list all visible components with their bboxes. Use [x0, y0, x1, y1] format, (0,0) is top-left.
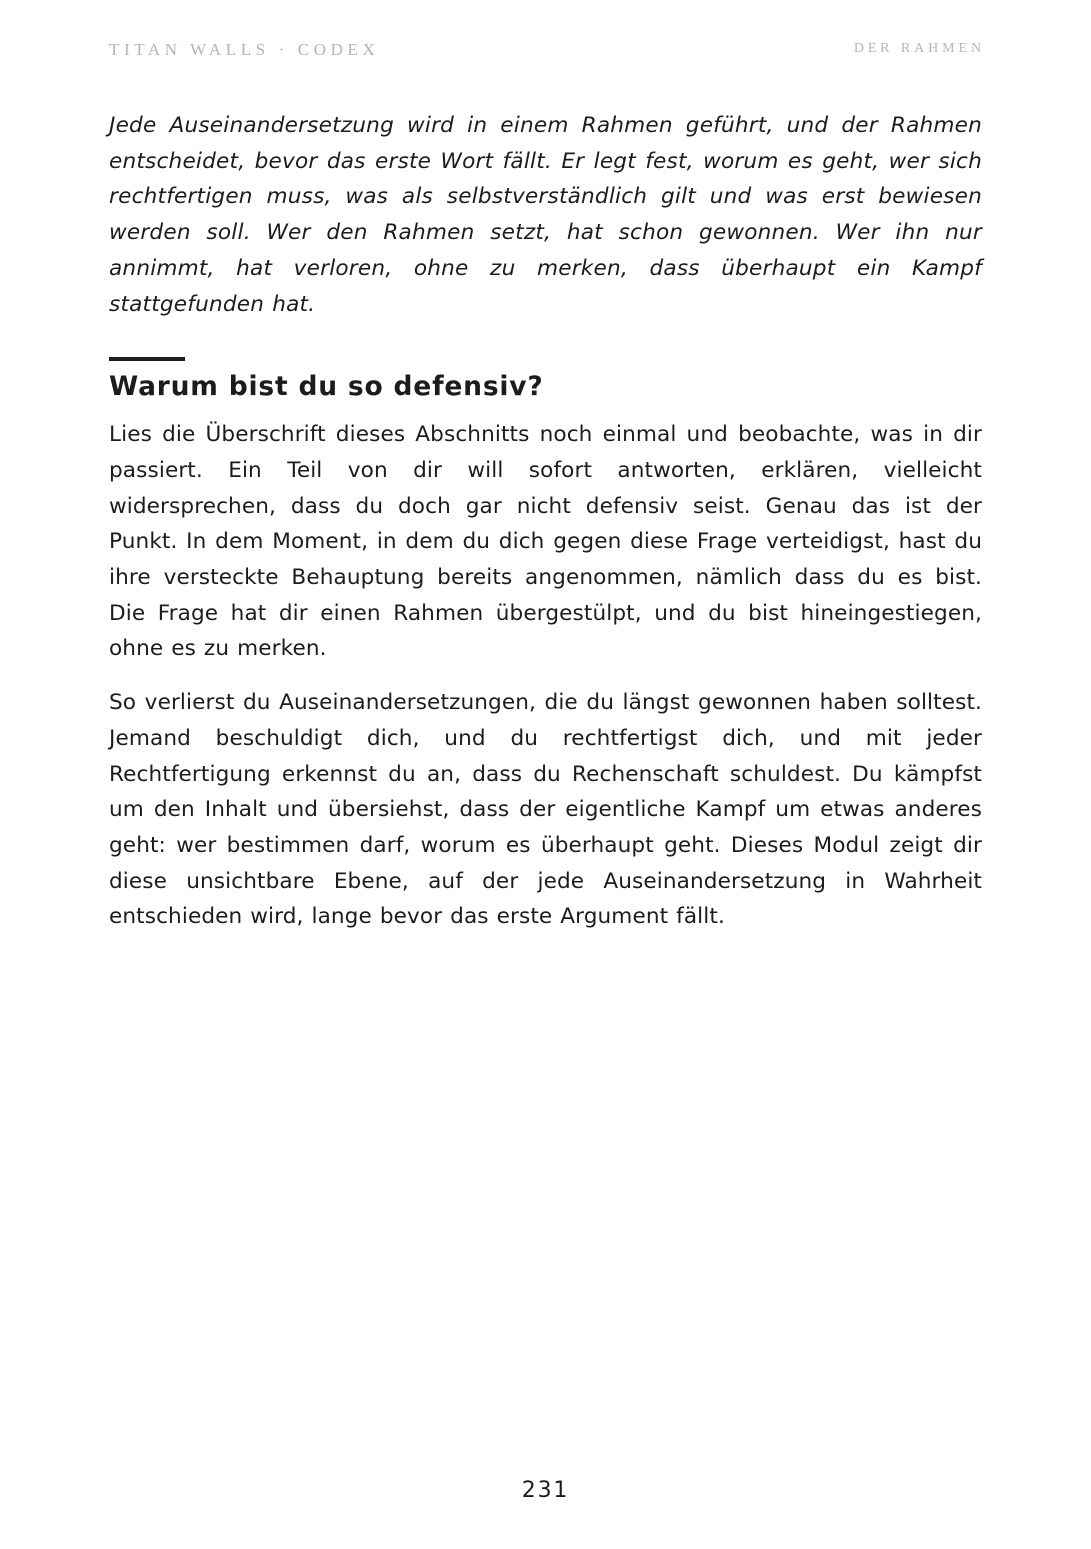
page-content — [109, 108, 982, 935]
body-paragraph-1: Lies die Überschrift dieses Abschnitts noch einmal und beobachte, was in dir passiert. Ein Teil von dir will sofort antworten, erklären, vielleicht widersprechen, dass du doch gar nicht defensiv seist. Genau das ist der Punkt. In dem Moment, in dem du dich gegen diese Frage verteidigst, hast du ihre versteckte Behauptung bereits angenommen, nämlich dass du es bist. Die Frage hat dir einen Rahmen übergestülpt, und du bist hineingestiegen, ohne es zu merken. — [109, 422, 982, 662]
running-header-book-title: TITAN WALLS · CODEX — [109, 40, 380, 59]
intro-paragraph: Jede Auseinandersetzung wird in einem Rahmen geführt, und der Rahmen entscheidet, bevor das erste Wort fällt. Er legt fest, worum es geht, wer sich rechtfertigen muss, was als selbstverständlich gilt und was erst bewiesen werden soll. Wer den Rahmen setzt, hat schon gewonnen. Wer ihn nur annimmt, hat verloren, ohne zu merken, dass überhaupt ein Kampf stattgefunden hat. — [109, 113, 982, 317]
running-header-chapter-title: DER RAHMEN — [853, 41, 985, 56]
page-number: 231 — [521, 1478, 570, 1503]
body-paragraph-2: So verlierst du Auseinandersetzungen, die du längst gewonnen haben solltest. Jemand beschuldigt dich, und du rechtfertigst dich, und mit jeder Rechtfertigung erkennst du an, dass du Rechenschaft schuldest. Du kämpfst um den Inhalt und übersiehst, dass der eigentliche Kampf um etwas anderes geht: wer bestimmen darf, worum es überhaupt geht. Dieses Modul zeigt dir diese unsichtbare Ebene, auf der jede Auseinandersetzung in Wahrheit entschieden wird, lange bevor das erste Argument fällt. — [109, 690, 982, 930]
running-header — [109, 40, 983, 62]
section-heading-rule — [109, 357, 185, 361]
section-heading: Warum bist du so defensiv? — [109, 371, 544, 403]
